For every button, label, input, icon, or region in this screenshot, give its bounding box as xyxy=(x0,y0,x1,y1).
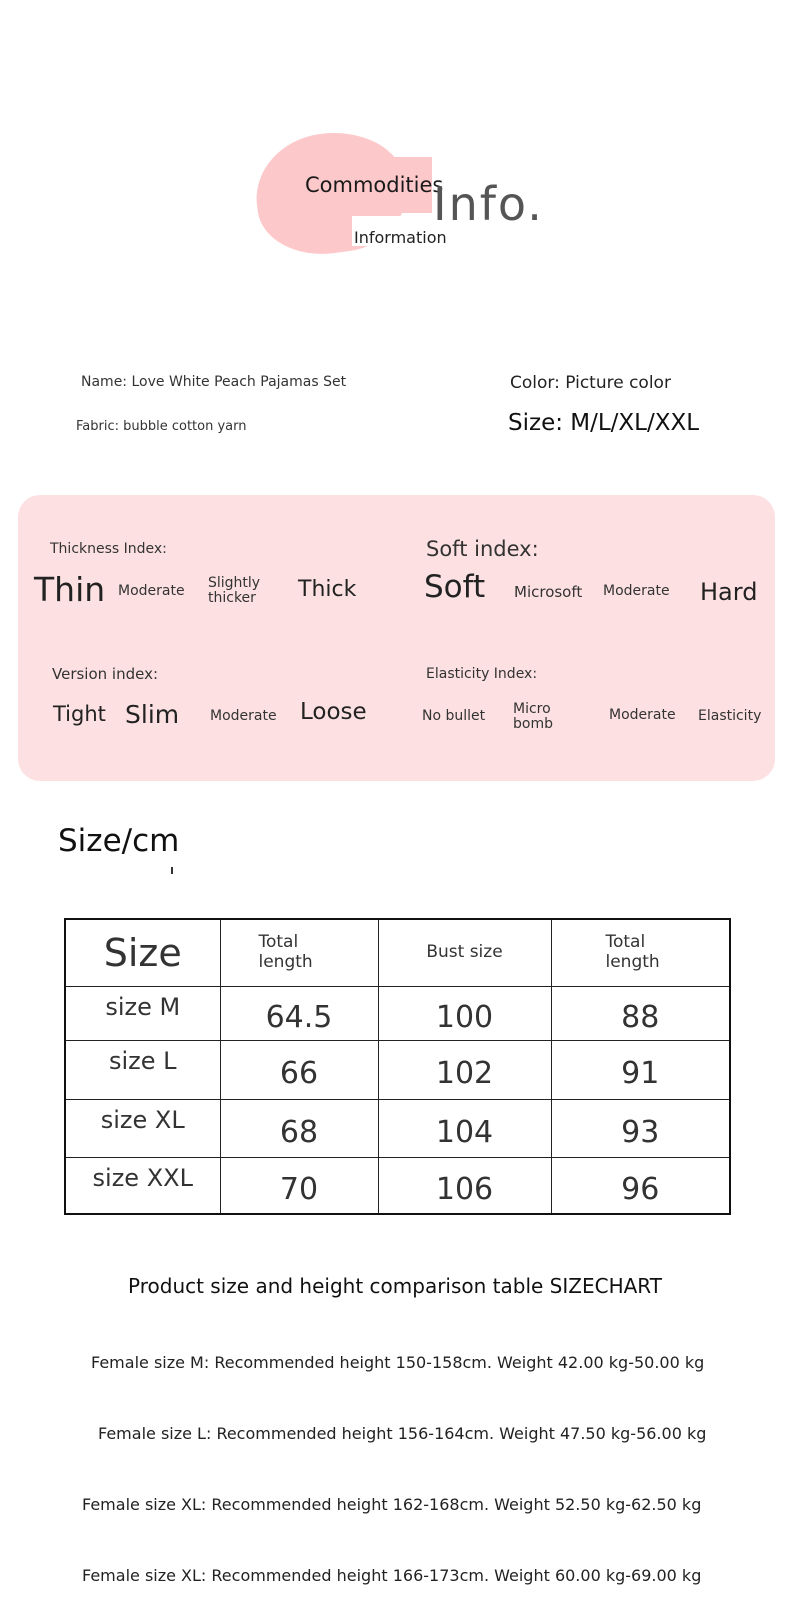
table-cell: 64.5 xyxy=(220,986,378,1040)
product-size: Size: M/L/XL/XXL xyxy=(508,410,700,436)
product-color: Color: Picture color xyxy=(510,373,671,393)
elasticity-micro-bomb: Micro bomb xyxy=(513,701,553,732)
index-panel xyxy=(18,495,775,781)
thickness-slightly-thicker: Slightly thicker xyxy=(208,575,261,606)
elasticity-moderate: Moderate xyxy=(609,707,676,723)
table-cell: 93 xyxy=(551,1099,730,1157)
tick-mark xyxy=(171,867,173,874)
table-header-row xyxy=(65,919,730,986)
table-cell: 100 xyxy=(378,986,551,1040)
header-total-length: Total length xyxy=(258,932,313,972)
table-cell-size: size XXL xyxy=(65,1157,220,1214)
table-header-cell xyxy=(220,919,378,986)
elasticity-elasticity: Elasticity xyxy=(698,708,762,724)
size-recommendation: Female size L: Recommended height 156-164cm. Weight 47.50 kg-56.00 kg xyxy=(98,1424,707,1443)
table-cell: 104 xyxy=(378,1099,551,1157)
size-heading: Size/cm xyxy=(58,823,180,859)
table-cell: 96 xyxy=(551,1157,730,1214)
thickness-thick: Thick xyxy=(298,577,357,602)
thickness-thin: Thin xyxy=(34,570,106,609)
version-moderate: Moderate xyxy=(210,708,277,724)
version-tight: Tight xyxy=(53,702,106,726)
thickness-label: Thickness Index: xyxy=(50,541,167,557)
size-table xyxy=(64,918,731,1215)
table-cell-size: size L xyxy=(65,1040,220,1099)
table-row xyxy=(65,1040,730,1099)
header-commodities: Commodities xyxy=(305,173,444,197)
version-label: Version index: xyxy=(52,665,159,683)
table-cell: 106 xyxy=(378,1157,551,1214)
product-fabric: Fabric: bubble cotton yarn xyxy=(76,419,247,434)
header-information: Information xyxy=(354,228,447,247)
soft-microsoft: Microsoft xyxy=(514,583,583,601)
table-row xyxy=(65,986,730,1040)
soft-soft: Soft xyxy=(424,569,486,605)
size-chart-title: Product size and height comparison table SIZECHART xyxy=(128,1274,662,1298)
table-cell-size: size XL xyxy=(65,1099,220,1157)
table-cell: 68 xyxy=(220,1099,378,1157)
table-header-cell: Bust size xyxy=(378,919,551,986)
header-total-length-2: Total length xyxy=(605,932,660,972)
elasticity-label: Elasticity Index: xyxy=(426,666,538,682)
version-loose: Loose xyxy=(300,699,367,725)
table-cell-size: size M xyxy=(65,986,220,1040)
soft-label: Soft index: xyxy=(426,537,539,561)
header-info: Info. xyxy=(433,177,544,231)
table-cell: 102 xyxy=(378,1040,551,1099)
size-recommendation: Female size XL: Recommended height 166-173cm. Weight 60.00 kg-69.00 kg xyxy=(82,1566,702,1585)
table-cell: 88 xyxy=(551,986,730,1040)
table-header-cell xyxy=(551,919,730,986)
size-recommendation: Female size M: Recommended height 150-158cm. Weight 42.00 kg-50.00 kg xyxy=(91,1353,705,1372)
table-row xyxy=(65,1099,730,1157)
product-name: Name: Love White Peach Pajamas Set xyxy=(81,374,347,390)
version-slim: Slim xyxy=(125,700,180,729)
table-cell: 70 xyxy=(220,1157,378,1214)
elasticity-no-bullet: No bullet xyxy=(422,708,486,724)
table-header-cell: Size xyxy=(65,919,220,986)
soft-moderate: Moderate xyxy=(603,583,670,599)
thickness-moderate: Moderate xyxy=(118,583,185,599)
table-cell: 91 xyxy=(551,1040,730,1099)
size-recommendation: Female size XL: Recommended height 162-168cm. Weight 52.50 kg-62.50 kg xyxy=(82,1495,702,1514)
soft-hard: Hard xyxy=(700,578,758,606)
table-row xyxy=(65,1157,730,1214)
table-cell: 66 xyxy=(220,1040,378,1099)
